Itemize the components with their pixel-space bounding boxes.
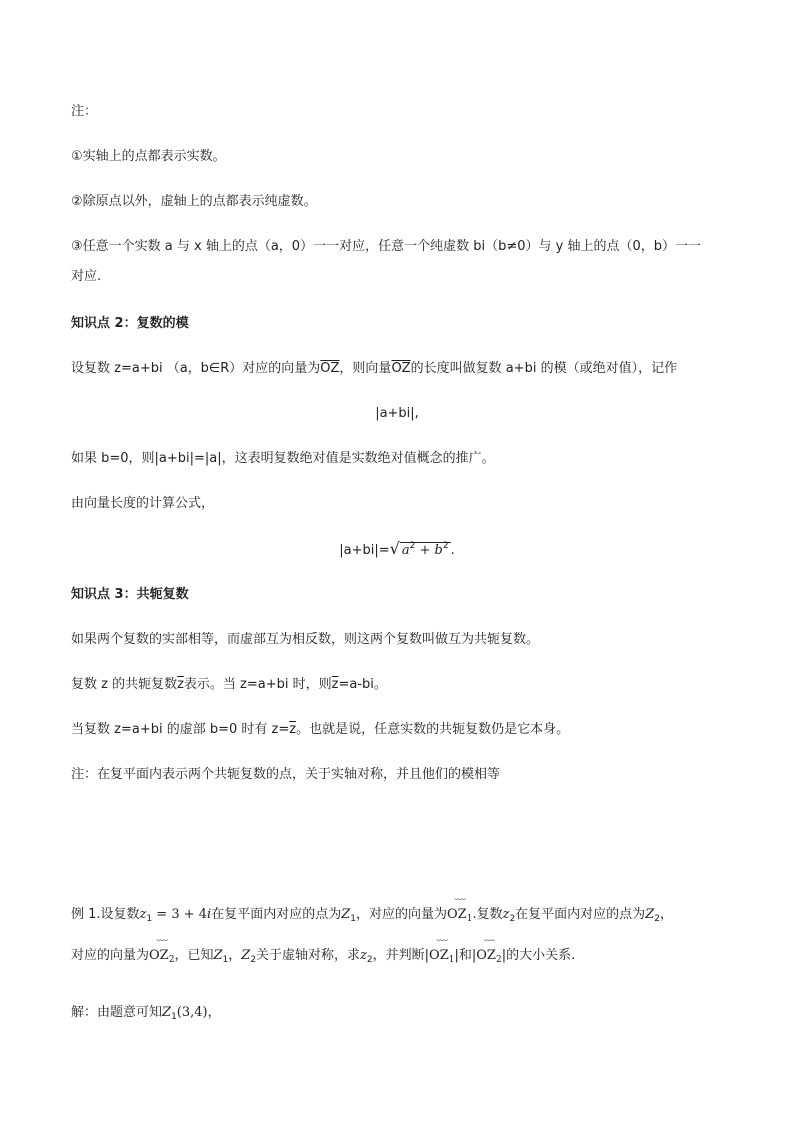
vector-oz1: ⌣⌣⌣ $OZ_1$ — [429, 936, 455, 965]
vector-oz: $\overline{OZ}$ — [320, 361, 340, 376]
kp2-para-2: 如果 b=0，则|a+bi|=|a|，这表明复数绝对值是实数绝对值概念的推广。 — [71, 451, 495, 466]
kp2-title: 知识点 2：复数的模 — [71, 316, 189, 331]
note-item-3: ③任意一个实数 a 与 x 轴上的点（a，0）一一对应，任意一个纯虚数 bi（b≠0）与 y 轴上的点（0，b）一一 — [71, 239, 701, 254]
conjugate-z: $\overline{z}$ — [331, 677, 339, 692]
example-1-line-1: 例 1.设复数$z_1 = 3 + 4i$在复平面内对应的点为$Z_1$，对应的向量为 ⌣⌣⌣ $OZ_1$.复数$z_2$在复平面内对应的点为$Z_2$， — [71, 895, 673, 924]
note-item-3-cont: 对应. — [71, 269, 102, 284]
note-heading: 注： — [71, 104, 98, 119]
vector-oz2: ⌣⌣⌣ $OZ_2$ — [149, 936, 175, 965]
kp2-abs-expr: |a+bi|, — [375, 406, 419, 421]
kp3-note: 注：在复平面内表示两个共轭复数的点，关于实轴对称，并且他们的模相等 — [71, 767, 501, 782]
kp2-modulus-formula: |a+bi|=√ $a^2 + b^2$ . — [0, 539, 794, 561]
solution-line: 解：由题意可知$Z_1(3,4)$， — [71, 1005, 221, 1022]
vector-oz2: ⌣⌣⌣ $OZ_2$ — [476, 936, 502, 965]
vector-oz: $\overline{OZ}$ — [391, 361, 411, 376]
kp3-para-3: 当复数 z=a+bi 的虚部 b=0 时有 $z=\overline{z}$。也就是说，任意实数的共轭复数仍是它本身。 — [71, 722, 570, 737]
kp3-para-2: 复数 z 的共轭复数$\overline{z}$表示。当 z=a+bi 时，则$\overline{z}=a-bi$。 — [71, 677, 387, 692]
conjugate-z: $\overline{z}$ — [289, 722, 297, 737]
kp2-para-1: 设复数 z=a+bi （a，b∈R）对应的向量为$\overline{OZ}$，则向量$\overline{OZ}$的长度叫做复数 a+bi 的模（或绝对值），记作 — [71, 361, 678, 376]
kp2-para-3: 由向量长度的计算公式， — [71, 496, 215, 511]
kp3-para-1: 如果两个复数的实部相等，而虚部互为相反数，则这两个复数叫做互为共轭复数。 — [71, 632, 540, 647]
note-item-1: ①实轴上的点都表示实数。 — [71, 149, 226, 164]
conjugate-z: $\overline{z}$ — [177, 677, 184, 692]
sqrt-expression: √ $a^2 + b^2$ — [389, 539, 449, 558]
vector-oz1: ⌣⌣⌣ $OZ_1$ — [447, 895, 473, 924]
example-1-line-2: 对应的向量为 ⌣⌣⌣ $OZ_2$，已知$Z_1$，$Z_2$关于虚轴对称，求$z_2$，并判断| ⌣⌣⌣ $OZ_1|$和| ⌣⌣⌣ $OZ_2|$的大小关系. — [71, 936, 576, 965]
kp3-title: 知识点 3：共轭复数 — [71, 587, 189, 602]
note-item-2: ②除原点以外，虚轴上的点都表示纯虚数。 — [71, 194, 317, 209]
